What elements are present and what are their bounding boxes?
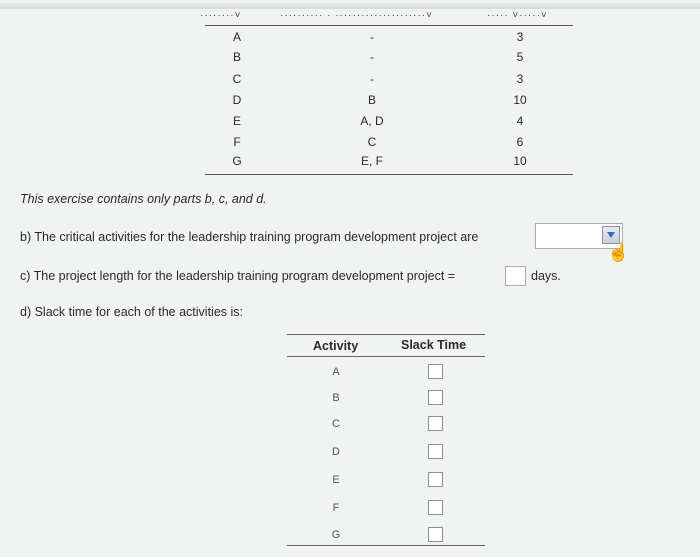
slack-activity-label: D xyxy=(332,446,340,458)
table-header-rule xyxy=(205,25,573,26)
hand-cursor-icon: ☝ xyxy=(607,242,630,262)
slack-time-input[interactable] xyxy=(428,364,443,379)
part-b-text: b) The critical activities for the leadership training program development project are xyxy=(20,230,479,244)
project-length-input[interactable] xyxy=(505,266,526,286)
slack-table-header-rule xyxy=(287,356,485,357)
slack-time-input[interactable] xyxy=(428,444,443,459)
slack-activity-label: E xyxy=(332,474,340,486)
time-cell: 10 xyxy=(513,93,527,107)
predecessor-cell: C xyxy=(367,135,377,149)
time-cell: 10 xyxy=(513,154,527,168)
col-slack-header: Slack Time xyxy=(401,338,467,352)
activity-cell: A xyxy=(232,30,242,44)
slack-activity-label: A xyxy=(332,366,340,378)
days-unit: days. xyxy=(531,269,561,283)
activity-cell: C xyxy=(232,72,242,86)
col-activity-header: Activity xyxy=(313,339,359,353)
cut-header-activity: ········˅ xyxy=(200,10,242,21)
part-d-text: d) Slack time for each of the activities is: xyxy=(20,305,244,319)
table-bottom-rule xyxy=(205,174,573,175)
slack-activity-label: B xyxy=(332,392,340,404)
activity-cell: B xyxy=(232,50,242,64)
time-cell: 3 xyxy=(516,72,524,86)
slack-activity-label: C xyxy=(332,418,340,430)
slack-table-top-rule xyxy=(287,334,485,335)
scroll-top-edge xyxy=(0,3,700,9)
time-cell: 5 xyxy=(516,50,524,64)
part-c-text: c) The project length for the leadership training program development project = xyxy=(20,269,456,283)
slack-time-input[interactable] xyxy=(428,390,443,405)
time-cell: 3 xyxy=(516,30,524,44)
time-cell: 6 xyxy=(516,135,524,149)
predecessor-cell: E, F xyxy=(360,154,384,168)
slack-time-input[interactable] xyxy=(428,527,443,542)
intro-text: This exercise contains only parts b, c, and d. xyxy=(20,192,267,206)
slack-activity-label: G xyxy=(331,529,341,541)
activity-cell: D xyxy=(232,93,242,107)
slack-time-input[interactable] xyxy=(428,500,443,515)
slack-activity-label: F xyxy=(332,502,340,514)
slack-time-input[interactable] xyxy=(428,472,443,487)
cut-header-predecessor: ·········· · ·····················˅ xyxy=(280,10,433,21)
predecessor-cell: - xyxy=(370,50,374,64)
predecessor-cell: - xyxy=(370,72,374,86)
activity-cell: G xyxy=(232,154,242,168)
cut-header-time: ····· ˅·····˅ xyxy=(487,10,548,21)
predecessor-cell: A, D xyxy=(360,114,384,128)
slack-time-input[interactable] xyxy=(428,416,443,431)
activity-cell: F xyxy=(233,135,241,149)
predecessor-cell: B xyxy=(367,93,377,107)
time-cell: 4 xyxy=(516,114,524,128)
activity-cell: E xyxy=(232,114,242,128)
predecessor-cell: - xyxy=(370,30,374,44)
slack-table-bottom-rule xyxy=(287,545,485,546)
